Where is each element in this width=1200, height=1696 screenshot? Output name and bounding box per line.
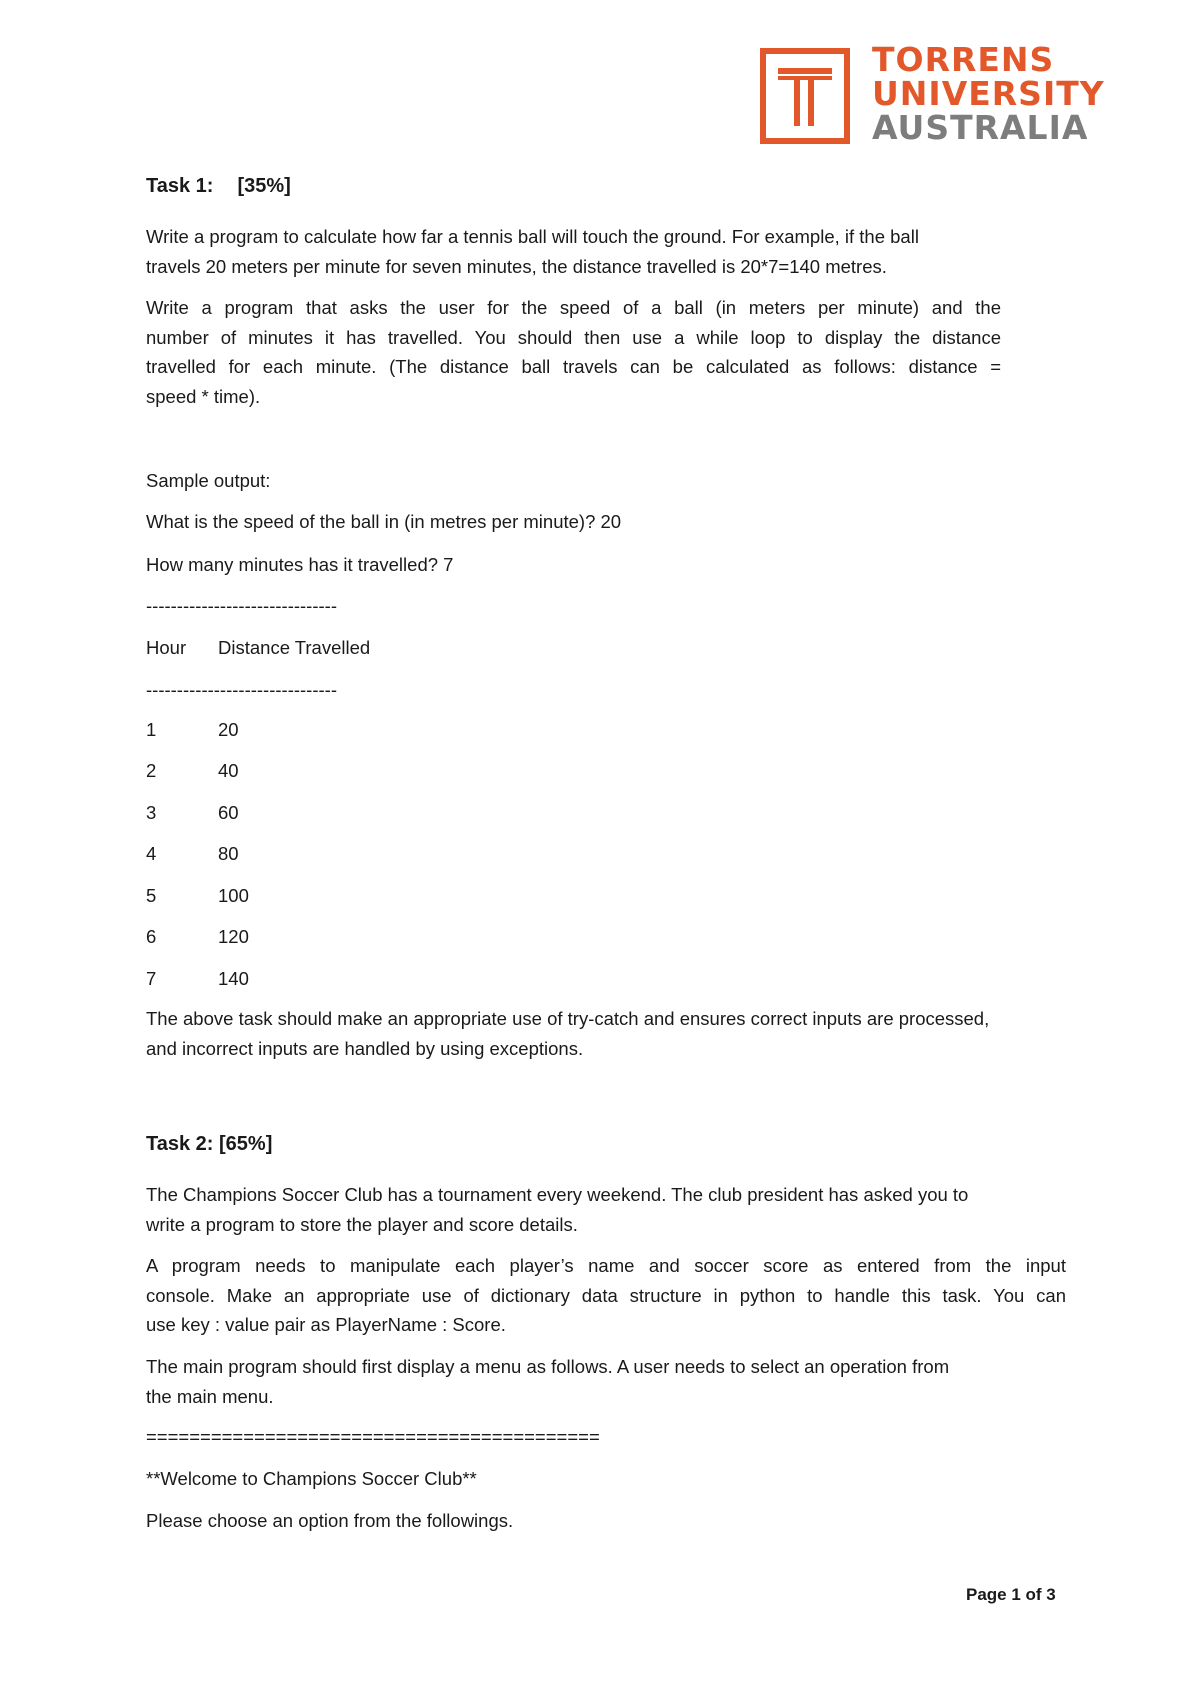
text-line: and incorrect inputs are handled by using exceptions. bbox=[146, 1037, 584, 1059]
logo-line-australia: AUSTRALIA bbox=[872, 108, 1089, 147]
task1-heading-weight: [35%] bbox=[237, 175, 291, 197]
row-hour: 4 bbox=[146, 843, 157, 864]
logo-wordmark bbox=[872, 40, 1105, 147]
text-line: number of minutes it has travelled. You should then use a while loop to display the distance bbox=[146, 326, 1001, 348]
task1-heading bbox=[146, 172, 291, 202]
row-distance: 100 bbox=[218, 885, 249, 906]
row-distance: 60 bbox=[218, 802, 239, 823]
row-hour: 3 bbox=[146, 802, 157, 823]
text-line: write a program to store the player and score details. bbox=[146, 1213, 578, 1235]
menu-equals-line: ========================================== bbox=[146, 1426, 600, 1447]
torrens-logo-mark-icon bbox=[760, 48, 850, 144]
text-line: The above task should make an appropriate use of try-catch and ensures correct inputs are processed, bbox=[146, 1008, 990, 1029]
text-line: console. Make an appropriate use of dictionary data structure in python to handle this task. You can bbox=[146, 1284, 1066, 1306]
task1-intro-paragraph bbox=[146, 222, 919, 281]
row-hour: 6 bbox=[146, 926, 157, 947]
row-distance: 140 bbox=[218, 968, 249, 989]
text-line: use key : value pair as PlayerName : Score. bbox=[146, 1314, 506, 1335]
row-hour: 7 bbox=[146, 968, 157, 989]
text-line: The main program should first display a menu as follows. A user needs to select an operation from bbox=[146, 1356, 950, 1377]
text-line: A program needs to manipulate each player’s name and soccer score as entered from the input bbox=[146, 1255, 1066, 1276]
text-line: speed * time). bbox=[146, 385, 261, 407]
task2-requirements-paragraph bbox=[146, 1251, 1066, 1340]
task1-instructions-paragraph bbox=[146, 293, 1001, 411]
row-distance: 120 bbox=[218, 926, 249, 947]
text-line: the main menu. bbox=[146, 1385, 274, 1407]
sample-prompt-speed: What is the speed of the ball in (in metres per minute)? 20 bbox=[146, 511, 622, 532]
row-hour: 5 bbox=[146, 885, 157, 906]
task2-heading: Task 2: [65%] bbox=[146, 1133, 273, 1155]
text-line: travels 20 meters per minute for seven minutes, the distance travelled is 20*7=140 metres. bbox=[146, 255, 887, 277]
text-line: Write a program that asks the user for the speed of a ball (in meters per minute) and the bbox=[146, 297, 1001, 318]
column-header-hour: Hour bbox=[146, 637, 187, 658]
page-number: Page 1 of 3 bbox=[966, 1585, 1056, 1604]
menu-welcome-text: **Welcome to Champions Soccer Club** bbox=[146, 1468, 477, 1489]
text-line: Write a program to calculate how far a tennis ball will touch the ground. For example, if the ball bbox=[146, 226, 919, 247]
logo-line-university: UNIVERSITY bbox=[872, 74, 1105, 113]
task1-exception-note bbox=[146, 1004, 989, 1063]
table-divider-top: ------------------------------- bbox=[146, 595, 337, 616]
table-divider-bottom: ------------------------------- bbox=[146, 679, 337, 700]
logo-line-torrens: TORRENS bbox=[872, 40, 1055, 79]
torrens-logo bbox=[760, 40, 1105, 150]
sample-prompt-minutes: How many minutes has it travelled? 7 bbox=[146, 554, 454, 575]
row-hour: 2 bbox=[146, 760, 157, 781]
text-line: travelled for each minute. (The distance ball travels can be calculated as follows: distance = bbox=[146, 356, 1001, 377]
task2-menu-paragraph bbox=[146, 1352, 949, 1411]
sample-output-label: Sample output: bbox=[146, 470, 271, 491]
text-line: The Champions Soccer Club has a tournament every weekend. The club president has asked you to bbox=[146, 1184, 969, 1205]
task2-intro-paragraph bbox=[146, 1180, 968, 1239]
row-distance: 40 bbox=[218, 760, 239, 781]
column-header-distance: Distance Travelled bbox=[218, 637, 371, 658]
row-distance: 80 bbox=[218, 843, 239, 864]
row-distance: 20 bbox=[218, 719, 239, 740]
task1-heading-label: Task 1: bbox=[146, 175, 214, 197]
menu-choose-text: Please choose an option from the followings. bbox=[146, 1510, 514, 1531]
row-hour: 1 bbox=[146, 719, 157, 740]
